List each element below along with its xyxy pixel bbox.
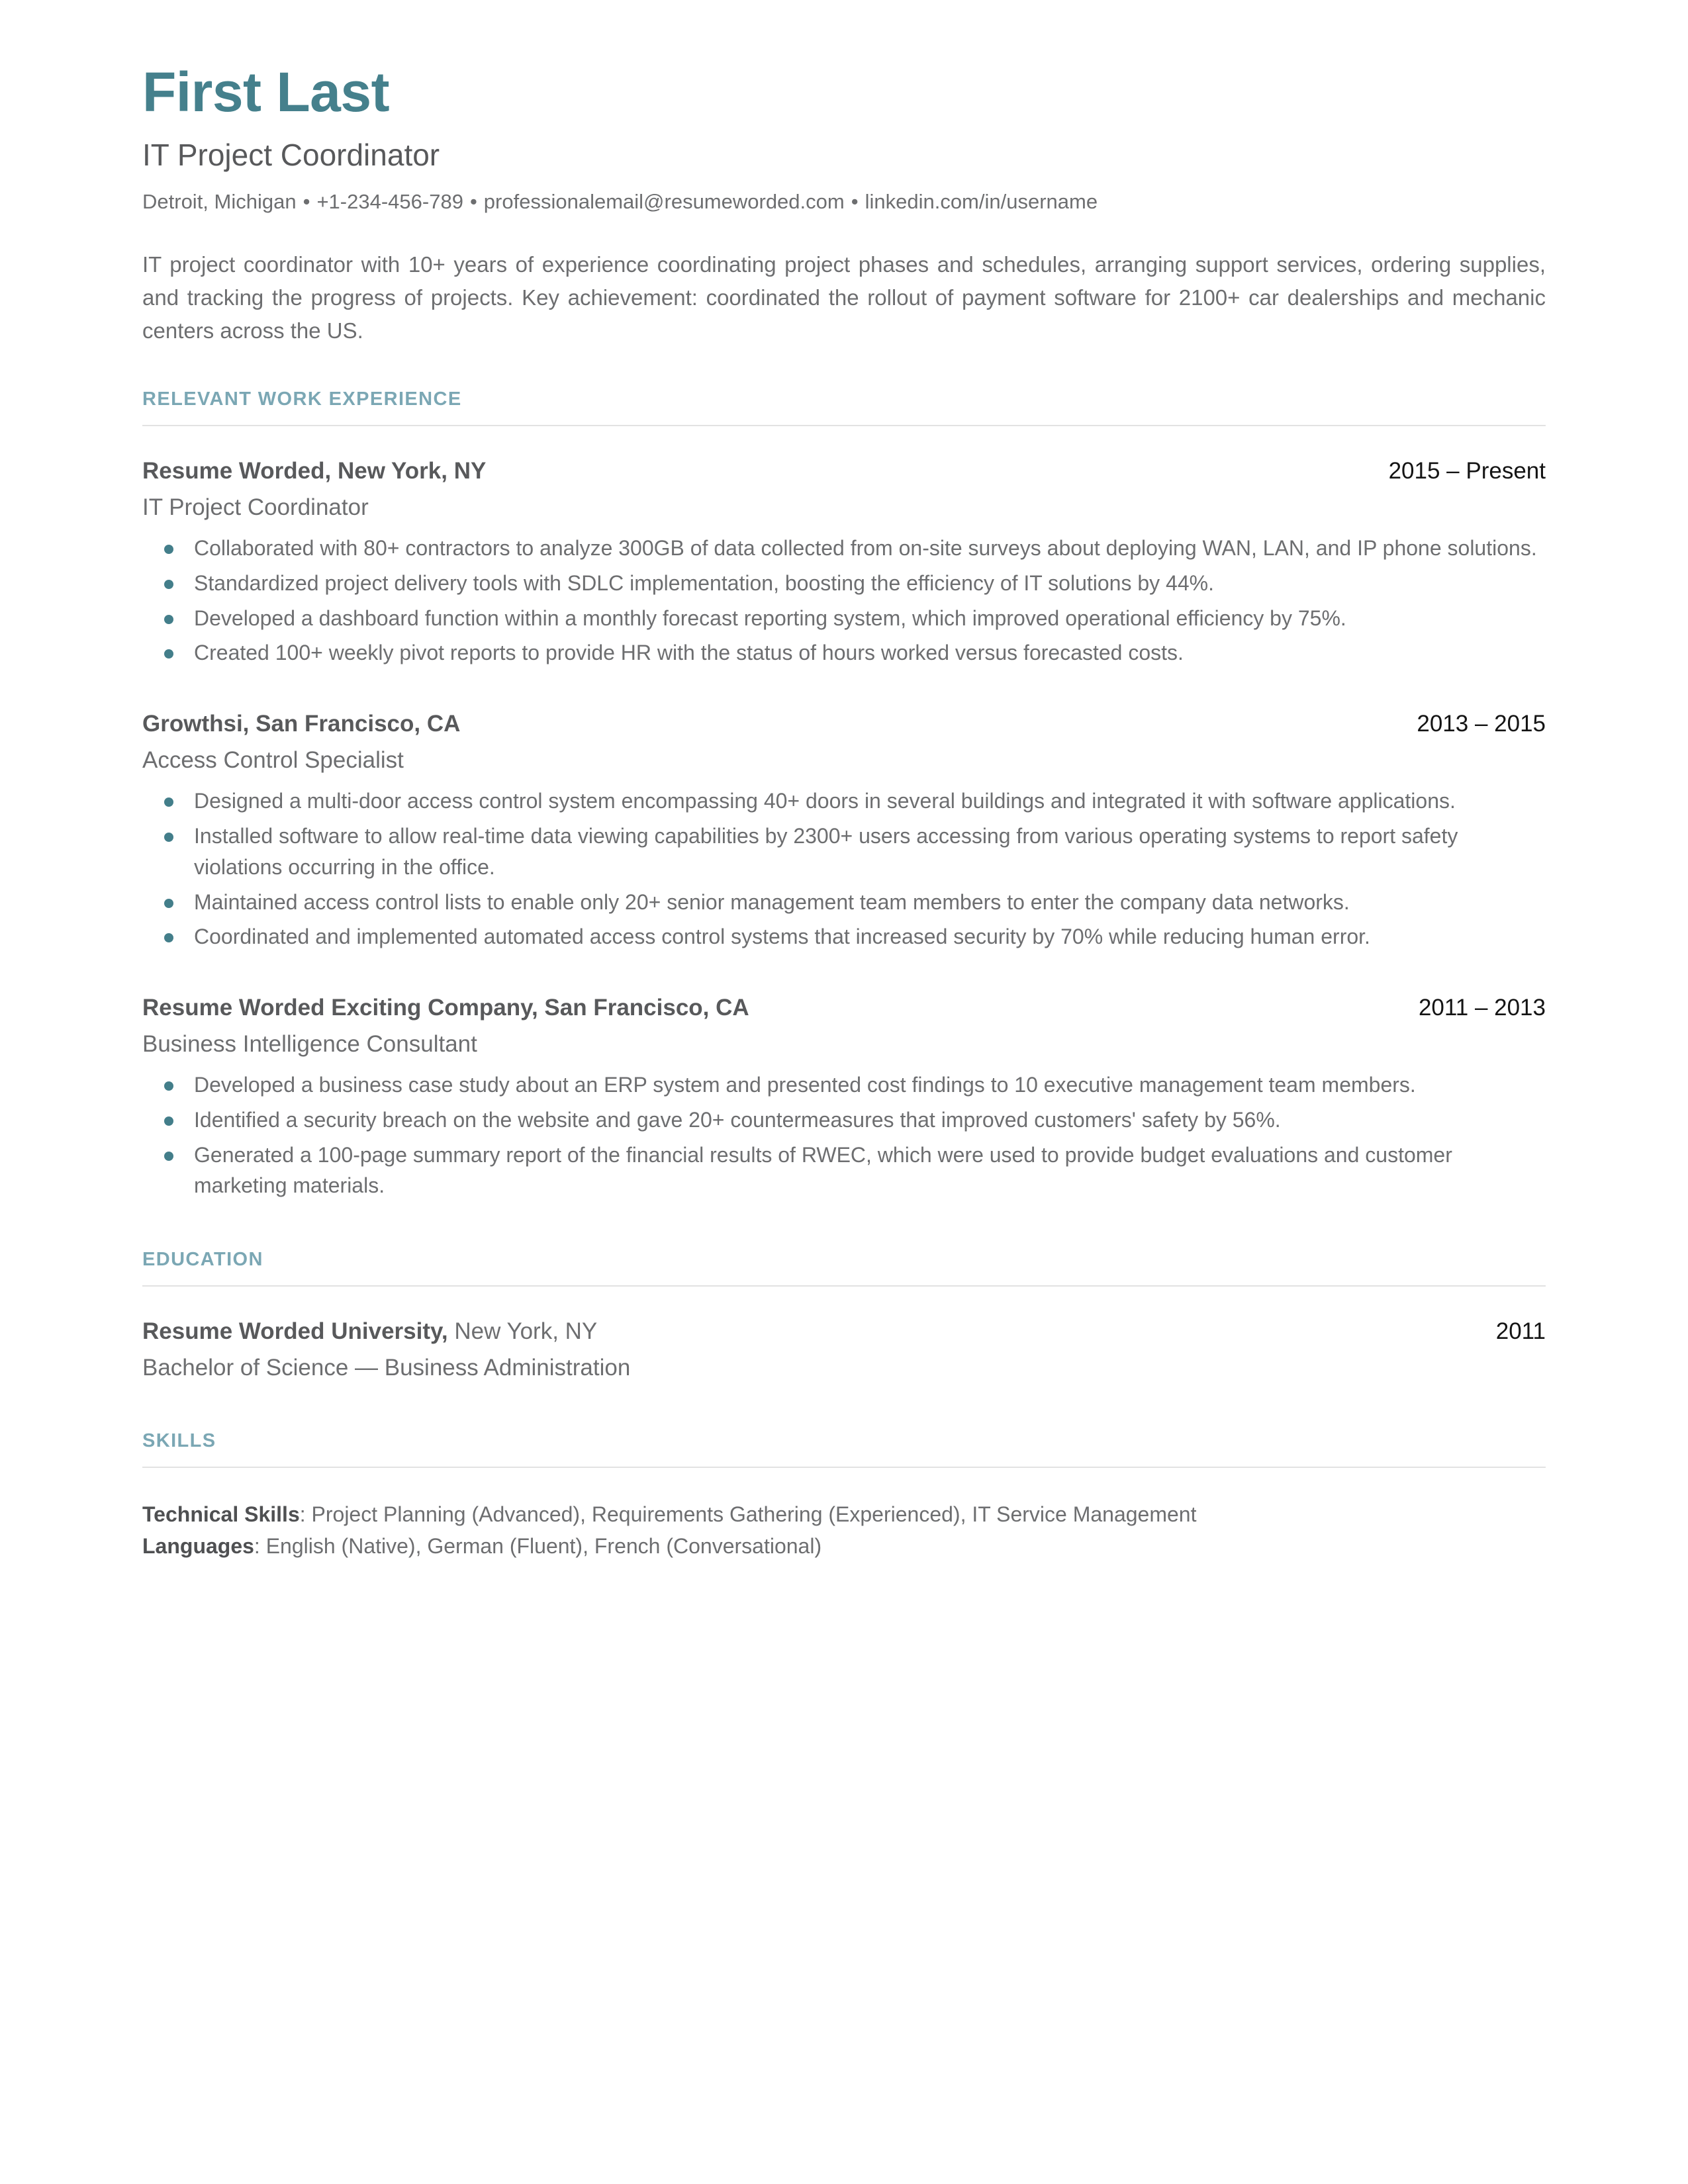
- section-skills: [142, 1430, 1546, 1562]
- bullet-item: [142, 921, 1546, 952]
- resume-header: [142, 63, 1546, 347]
- contact-email[interactable]: professionalemail@resumeworded.com: [483, 189, 845, 213]
- bullet-text: Coordinated and implemented automated access control systems that increased security by 70% while reducing human error.: [194, 925, 1370, 949]
- experience-entry-header: [142, 709, 1546, 739]
- education-degree: Bachelor of Science — Business Administration: [142, 1354, 631, 1381]
- professional-summary: IT project coordinator with 10+ years of experience coordinating project phases and schedules, arranging support services, ordering supplies, and tracking the progress of projects. Key achievement: coordinated the rollout of payment software for 2100+ car dealerships and mechanic centers across the US.: [142, 251, 1546, 343]
- bullet-item: [142, 533, 1546, 564]
- bullet-text: Maintained access control lists to enable only 20+ senior management team members to enter the company data networks.: [194, 889, 1350, 914]
- experience-bullet-list: [142, 786, 1546, 952]
- contact-line: [142, 189, 1546, 215]
- skill-values: : Project Planning (Advanced), Requirements Gathering (Experienced), IT Service Management: [299, 1502, 1197, 1527]
- spacer: [142, 1213, 1546, 1249]
- bullet-item: [142, 1069, 1546, 1101]
- section-education: [142, 1249, 1546, 1383]
- bullet-text: Collaborated with 80+ contractors to analyze 300GB of data collected from on-site surveys about deploying WAN, LAN, and IP phone solutions.: [194, 536, 1537, 561]
- experience-entry-header: [142, 457, 1546, 486]
- contact-location: Detroit, Michigan: [142, 189, 297, 213]
- skill-line-languages: [142, 1530, 1546, 1562]
- education-entry-header: [142, 1317, 1546, 1346]
- education-entry: [142, 1317, 1546, 1383]
- bullet-item: [142, 568, 1546, 599]
- section-heading-education: EDUCATION: [142, 1249, 263, 1271]
- experience-org: Growthsi, San Francisco, CA: [142, 711, 461, 737]
- bullet-item: [142, 1140, 1546, 1201]
- bullet-item: [142, 637, 1546, 668]
- contact-separator-3: •: [851, 189, 859, 213]
- spacer: [142, 964, 1546, 993]
- bullet-text: Generated a 100-page summary report of the financial results of RWEC, which were used to provide budget evaluations and customer marketing materials.: [194, 1142, 1452, 1198]
- contact-separator-2: •: [469, 189, 477, 213]
- bullet-dot-icon: [164, 1081, 173, 1091]
- section-heading-skills: SKILLS: [142, 1430, 216, 1452]
- bullet-item: [142, 887, 1546, 918]
- candidate-name: First Last: [142, 61, 390, 123]
- bullet-dot-icon: [164, 797, 173, 807]
- experience-date: 2013 – 2015: [1417, 711, 1546, 737]
- skill-label: Languages: [142, 1534, 254, 1559]
- bullet-text: Developed a business case study about an ERP system and presented cost findings to 10 executive management team members.: [194, 1073, 1416, 1097]
- education-date: 2011: [1495, 1318, 1546, 1345]
- experience-entry: [142, 457, 1546, 668]
- bullet-dot-icon: [164, 933, 173, 942]
- bullet-text: Installed software to allow real-time data viewing capabilities by 2300+ users accessing from various operating systems to report safety violations occurring in the office.: [194, 824, 1458, 879]
- section-divider-education: [142, 1285, 1546, 1287]
- education-school-location: New York, NY: [447, 1318, 598, 1345]
- bullet-dot-icon: [164, 1152, 173, 1161]
- bullet-text: Standardized project delivery tools with SDLC implementation, boosting the efficiency of IT solutions by 44%.: [194, 570, 1214, 595]
- experience-date: 2015 – Present: [1388, 458, 1546, 484]
- bullet-item: [142, 786, 1546, 817]
- skill-line-technical: [142, 1498, 1546, 1530]
- experience-entry: [142, 709, 1546, 952]
- bullet-text: Created 100+ weekly pivot reports to provide HR with the status of hours worked versus forecasted costs.: [194, 641, 1184, 665]
- experience-bullet-list: [142, 1069, 1546, 1201]
- candidate-title: IT Project Coordinator: [142, 138, 440, 173]
- experience-org: Resume Worded, New York, NY: [142, 458, 487, 484]
- experience-bullet-list: [142, 533, 1546, 668]
- experience-entry-header: [142, 993, 1546, 1023]
- spacer: [142, 680, 1546, 709]
- bullet-dot-icon: [164, 545, 173, 554]
- experience-entry: [142, 993, 1546, 1201]
- bullet-dot-icon: [164, 615, 173, 624]
- bullet-dot-icon: [164, 649, 173, 659]
- bullet-item: [142, 1105, 1546, 1136]
- bullet-dot-icon: [164, 899, 173, 908]
- section-experience: [142, 388, 1546, 1201]
- experience-role: Business Intelligence Consultant: [142, 1030, 477, 1057]
- experience-role: Access Control Specialist: [142, 747, 404, 773]
- spacer: [142, 1394, 1546, 1430]
- section-divider-experience: [142, 425, 1546, 426]
- bullet-item: [142, 603, 1546, 634]
- experience-role: IT Project Coordinator: [142, 494, 369, 520]
- section-heading-experience: RELEVANT WORK EXPERIENCE: [142, 388, 462, 410]
- bullet-dot-icon: [164, 833, 173, 842]
- bullet-item: [142, 821, 1546, 882]
- contact-separator-1: •: [303, 189, 310, 213]
- bullet-dot-icon: [164, 1116, 173, 1126]
- contact-linkedin[interactable]: linkedin.com/in/username: [865, 189, 1098, 213]
- skill-values: : English (Native), German (Fluent), French (Conversational): [254, 1534, 822, 1559]
- section-divider-skills: [142, 1467, 1546, 1468]
- skill-label: Technical Skills: [142, 1502, 300, 1527]
- bullet-text: Developed a dashboard function within a monthly forecast reporting system, which improved operational efficiency by 75%.: [194, 606, 1346, 630]
- contact-phone[interactable]: +1-234-456-789: [316, 189, 463, 213]
- bullet-text: Identified a security breach on the website and gave 20+ countermeasures that improved customers' safety by 56%.: [194, 1107, 1281, 1132]
- bullet-dot-icon: [164, 580, 173, 589]
- education-school-name: Resume Worded University,: [142, 1318, 448, 1345]
- experience-org: Resume Worded Exciting Company, San Francisco, CA: [142, 994, 749, 1021]
- experience-date: 2011 – 2013: [1418, 994, 1546, 1021]
- education-school: [142, 1317, 597, 1346]
- bullet-text: Designed a multi-door access control system encompassing 40+ doors in several buildings and integrated it with software applications.: [194, 789, 1456, 813]
